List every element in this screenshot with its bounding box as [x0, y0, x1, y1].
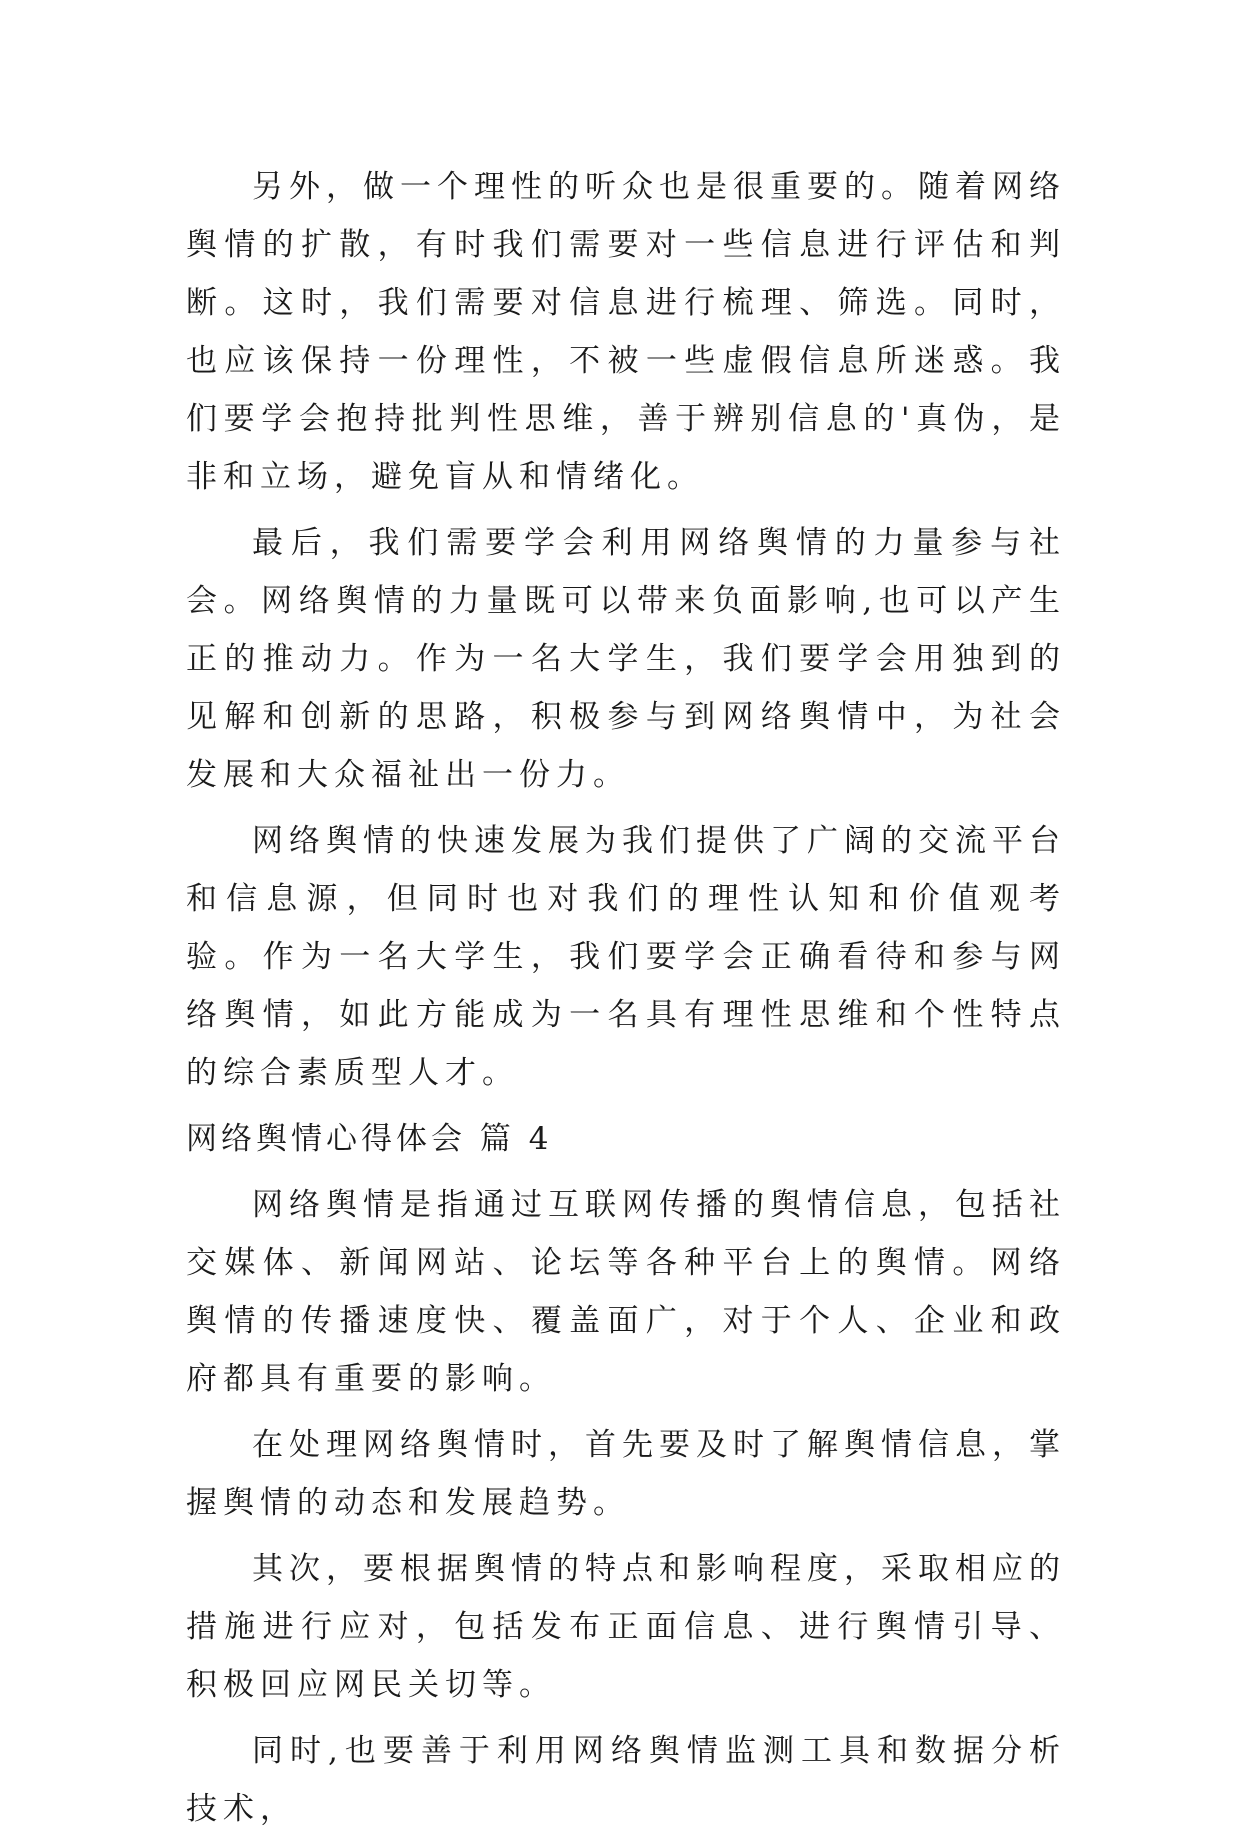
- paragraph-tools: 同时,也要善于利用网络舆情监测工具和数据分析技术，: [186, 1733, 1066, 1827]
- paragraph-definition: 网络舆情是指通过互联网传播的舆情信息，包括社交媒体、新闻网站、论坛等各种平台上的舆情。网络舆情的传播速度快、覆盖面广，对于个人、企业和政府都具有重要的影响。: [186, 1187, 1066, 1397]
- paragraph-first-step: 在处理网络舆情时，首先要及时了解舆情信息，掌握舆情的动态和发展趋势。: [186, 1427, 1066, 1521]
- paragraph-second-step: 其次，要根据舆情的特点和影响程度，采取相应的措施进行应对，包括发布正面信息、进行舆情引导、积极回应网民关切等。: [186, 1551, 1066, 1703]
- paragraph-rational-listener: 另外，做一个理性的听众也是很重要的。随着网络舆情的扩散，有时我们需要对一些信息进行评估和判断。这时，我们需要对信息进行梳理、筛选。同时，也应该保持一份理性，不被一些虚假信息所迷惑。我们要学会抱持批判性思维，善于辨别信息的'真伪，是非和立场，避免盲从和情绪化。: [186, 169, 1066, 495]
- document-body: [186, 158, 1066, 1846]
- paragraph-participate-society: 最后，我们需要学会利用网络舆情的力量参与社会。网络舆情的力量既可以带来负面影响,也可以产生正的推动力。作为一名大学生，我们要学会用独到的见解和创新的思路，积极参与到网络舆情中，为社会发展和大众福祉出一份力。: [186, 525, 1066, 793]
- paragraph-conclusion: 网络舆情的快速发展为我们提供了广阔的交流平台和信息源，但同时也对我们的理性认知和价值观考验。作为一名大学生，我们要学会正确看待和参与网络舆情，如此方能成为一名具有理性思维和个性特点的综合素质型人才。: [186, 823, 1066, 1091]
- section-heading: 网络舆情心得体会 篇 4: [186, 1121, 553, 1157]
